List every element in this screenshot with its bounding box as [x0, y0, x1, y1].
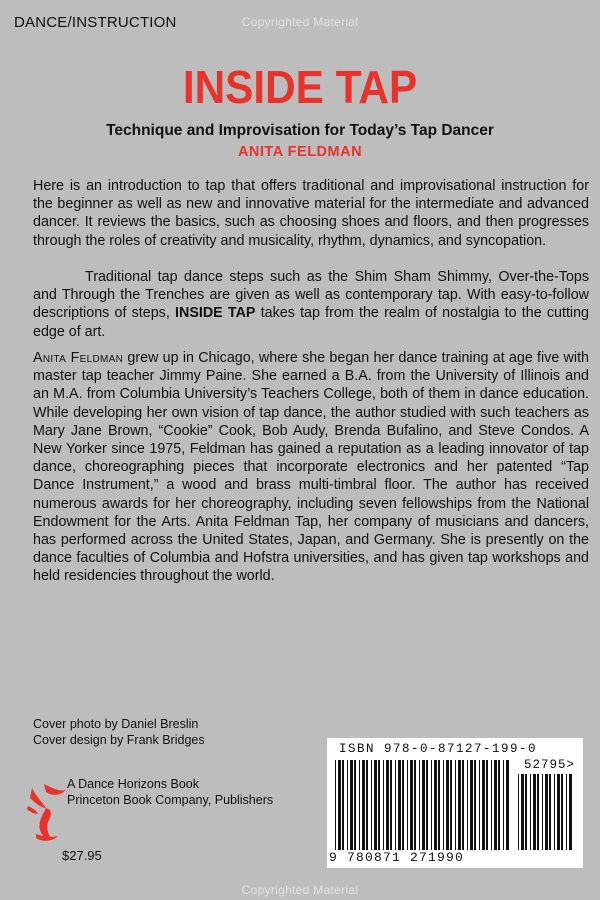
barcode-bar — [402, 760, 404, 850]
barcode-bar — [378, 760, 380, 850]
barcode-bar — [462, 760, 464, 850]
barcode-bar — [518, 774, 519, 850]
book-author: ANITA FELDMAN — [237, 144, 363, 160]
barcode-bar — [362, 760, 365, 850]
ean-digits: 9 780871 271990 — [329, 850, 465, 865]
price: $27.95 — [62, 848, 102, 863]
isbn-text: ISBN 978-0-87127-199-0 — [339, 742, 538, 756]
barcode-bar — [566, 774, 567, 850]
barcode-bar — [467, 760, 468, 850]
barcode-bar — [525, 774, 527, 850]
barcode-bar — [338, 760, 341, 850]
author-bio — [33, 349, 589, 586]
barcode-bar — [498, 760, 500, 850]
barcode-bar — [561, 774, 563, 850]
bio-author-name: Anita Feldman — [33, 350, 124, 366]
barcode-bar — [455, 760, 456, 850]
barcode-bar — [398, 760, 401, 850]
design-credit: Cover design by Frank Bridges — [33, 733, 205, 747]
barcode-bar — [479, 760, 480, 850]
barcode-bar — [446, 760, 449, 850]
barcode-bar — [458, 760, 461, 850]
category-label: DANCE/INSTRUCTION — [14, 14, 177, 31]
barcode-bar — [542, 774, 543, 850]
dancer-logo-icon — [22, 778, 70, 848]
barcode-bar — [482, 760, 485, 850]
watermark-bottom: Copyrighted Material — [241, 883, 359, 897]
barcode-bar — [419, 760, 420, 850]
barcode-bar — [474, 760, 476, 850]
barcode-bar — [557, 774, 560, 850]
barcode-bar — [450, 760, 452, 850]
description-paragraph-2 — [33, 268, 589, 341]
barcode-bar — [506, 760, 509, 850]
barcode-bar — [335, 760, 336, 850]
publisher-info — [67, 776, 273, 808]
supplement-barcode — [518, 774, 574, 850]
barcode-bar — [545, 774, 548, 850]
barcode-bar — [410, 760, 413, 850]
barcode-bar — [395, 760, 396, 850]
barcode-bar — [434, 760, 437, 850]
ean-barcode — [335, 760, 513, 852]
barcode-bar — [486, 760, 488, 850]
barcode-bar — [407, 760, 408, 850]
barcode-bar — [569, 774, 572, 850]
book-subtitle: Technique and Improvisation for Today’s Tap Dancer — [106, 122, 494, 139]
barcode-bar — [549, 774, 551, 850]
publisher-line-1: A Dance Horizons Book — [67, 777, 200, 791]
barcode-bar — [414, 760, 416, 850]
cover-credits — [33, 716, 205, 748]
barcode-bar — [366, 760, 368, 850]
barcode-bar — [426, 760, 428, 850]
barcode-bar — [533, 774, 536, 850]
photo-credit: Cover photo by Daniel Breslin — [33, 717, 199, 731]
barcode-bar — [470, 760, 473, 850]
barcode-bar — [374, 760, 377, 850]
barcode-bar — [422, 760, 425, 850]
barcode-bar — [537, 774, 539, 850]
supplement-code: 52795> — [523, 758, 575, 772]
barcode-bar — [354, 760, 356, 850]
barcode-bar — [371, 760, 372, 850]
barcode-bar — [347, 760, 348, 850]
barcode-bar — [431, 760, 432, 850]
barcode-bar — [383, 760, 384, 850]
barcode-bar — [491, 760, 492, 850]
barcode-bar — [503, 760, 504, 850]
description-paragraph-1: Here is an introduction to tap that offers traditional and improvisational instruction for the beginner as well as new and innovative material for the intermediate and advanced dancer. It reviews the basics, such as choosing shoes and floors, and then progresses through the roles of creativity and musicality, rhythm, dynamics, and syncopation. — [33, 178, 589, 249]
bio-text: grew up in Chicago, where she began her dance training at age five with master tap teacher Jimmy Paine. She earned a B.A. from the University of Illinois and an M.A. from Columbia University’s Teachers College, both of them in dance education. While developing her own vision of tap dance, the author studied with such teachers as Mary Jane Brown, “Cookie” Cook, Bob Audy, Brenda Bufalino, and Steve Condos. A New Yorker since 1975, Feldman has gained a reputation as a leading innovator of tap dance, choreographing pieces that incorporate electronics and her patented “Tap Dance Instrument,” a wood and brass multi-timbral floor. The author has received numerous awards for her choreography, including seven fellowships from the National Endowment for the Arts. Anita Feldman Tap, her company of musicians and dancers, has performed across the United States, Japan, and Germany. She is presently on the dance faculties of Columbia and Hofstra universities, and has given tap workshops and held residencies throughout the world. — [33, 350, 589, 585]
barcode-bar — [494, 760, 497, 850]
paragraph-2-book-title: INSIDE TAP — [175, 305, 256, 322]
barcode-bar — [521, 774, 524, 850]
barcode-box — [327, 738, 583, 868]
watermark-top: Copyrighted Material — [241, 15, 359, 29]
barcode-bar — [443, 760, 444, 850]
barcode-bar — [530, 774, 531, 850]
barcode-bar — [390, 760, 392, 850]
paragraph-2-text-b: takes tap from the realm of nostalgia to the cutting edge of art. — [33, 305, 589, 340]
book-title: INSIDE TAP — [182, 61, 418, 113]
barcode-bar — [386, 760, 389, 850]
barcode-bar — [438, 760, 440, 850]
barcode-bar — [359, 760, 360, 850]
barcode-bar — [342, 760, 344, 850]
publisher-line-2: Princeton Book Company, Publishers — [67, 793, 274, 807]
paragraph-2-text-a: Traditional tap dance steps such as the Shim Sham Shimmy, Over-the-Tops and Through the Trenches are given as well as contemporary tap. With easy-to-follow descriptions of steps, — [33, 269, 589, 322]
barcode-bar — [350, 760, 353, 850]
barcode-bar — [554, 774, 555, 850]
